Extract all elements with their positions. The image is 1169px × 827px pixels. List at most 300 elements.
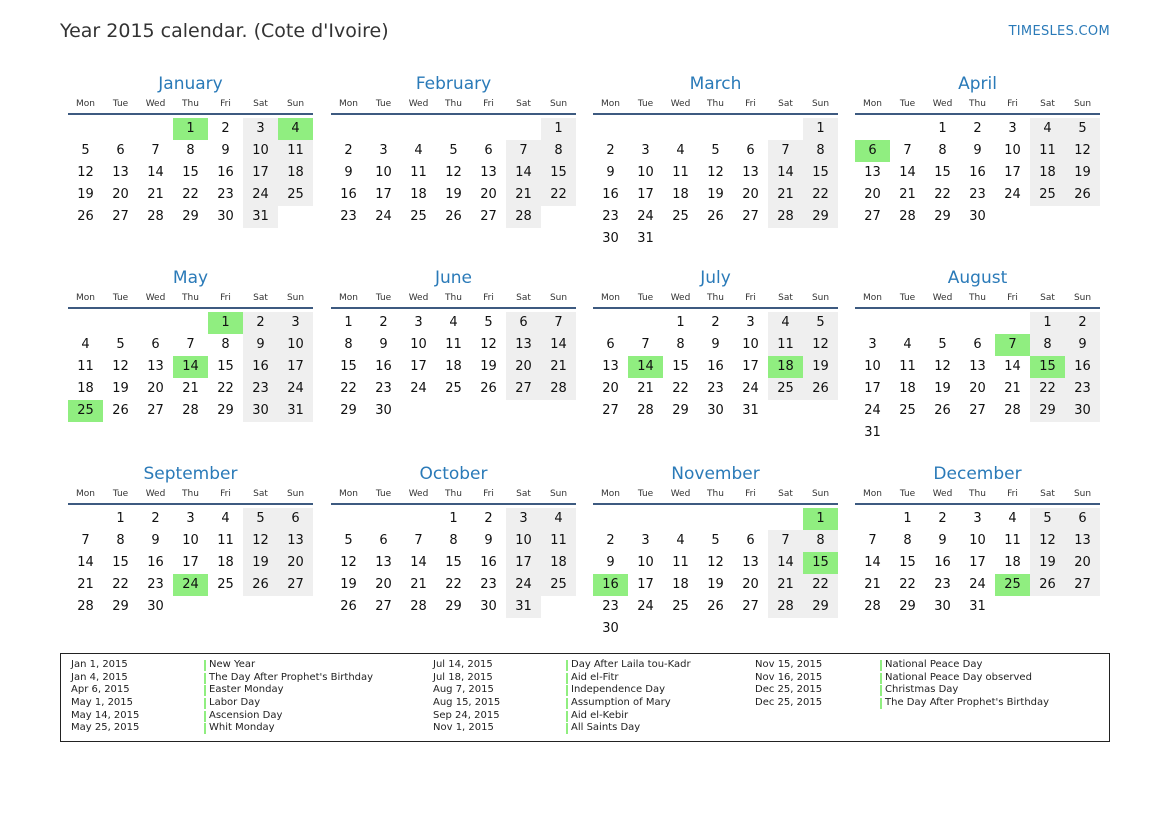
day-cell[interactable]: 20 xyxy=(480,187,497,202)
day-cell[interactable]: 18 xyxy=(672,187,689,202)
day-cell[interactable]: 17 xyxy=(375,187,392,202)
day-cell[interactable]: 23 xyxy=(147,577,164,592)
day-cell[interactable]: 9 xyxy=(938,533,947,548)
day-cell[interactable]: 12 xyxy=(243,530,278,552)
day-cell[interactable]: 28 xyxy=(637,403,654,418)
day-cell[interactable]: 3 xyxy=(746,315,755,330)
day-cell[interactable]: 15 xyxy=(182,165,199,180)
day-cell[interactable]: 5 xyxy=(81,143,90,158)
day-cell[interactable]: 25 xyxy=(445,381,462,396)
day-cell[interactable]: 9 xyxy=(151,533,160,548)
day-cell[interactable]: 15 xyxy=(934,165,951,180)
day-cell[interactable]: 2 xyxy=(221,121,230,136)
day-cell[interactable]: 10 xyxy=(278,334,313,356)
day-cell[interactable]: 10 xyxy=(637,555,654,570)
day-cell[interactable]: 27 xyxy=(969,403,986,418)
day-cell[interactable]: 18 xyxy=(899,381,916,396)
day-cell[interactable]: 19 xyxy=(707,187,724,202)
day-cell[interactable]: 11 xyxy=(1030,140,1065,162)
day-cell[interactable]: 17 xyxy=(410,359,427,374)
day-cell[interactable]: 16 xyxy=(602,187,619,202)
day-cell[interactable]: 20 xyxy=(375,577,392,592)
day-cell[interactable]: 28 xyxy=(506,206,541,228)
day-cell[interactable]: 29 xyxy=(1030,400,1065,422)
day-cell[interactable]: 7 xyxy=(903,143,912,158)
holiday-day-cell[interactable]: 14 xyxy=(173,356,208,378)
day-cell[interactable]: 31 xyxy=(506,596,541,618)
day-cell[interactable]: 2 xyxy=(606,533,615,548)
day-cell[interactable]: 6 xyxy=(379,533,388,548)
day-cell[interactable]: 30 xyxy=(243,400,278,422)
day-cell[interactable]: 21 xyxy=(410,577,427,592)
site-link[interactable]: TIMESLES.COM xyxy=(1008,24,1110,39)
day-cell[interactable]: 3 xyxy=(186,511,195,526)
day-cell[interactable]: 16 xyxy=(217,165,234,180)
day-cell[interactable]: 18 xyxy=(410,187,427,202)
day-cell[interactable]: 5 xyxy=(711,143,720,158)
day-cell[interactable]: 17 xyxy=(637,187,654,202)
day-cell[interactable]: 20 xyxy=(278,552,313,574)
day-cell[interactable]: 15 xyxy=(899,555,916,570)
day-cell[interactable]: 3 xyxy=(414,315,423,330)
day-cell[interactable]: 7 xyxy=(868,533,877,548)
day-cell[interactable]: 30 xyxy=(602,231,619,246)
day-cell[interactable]: 27 xyxy=(278,574,313,596)
day-cell[interactable]: 14 xyxy=(506,162,541,184)
day-cell[interactable]: 31 xyxy=(969,599,986,614)
day-cell[interactable]: 25 xyxy=(899,403,916,418)
day-cell[interactable]: 4 xyxy=(414,143,423,158)
day-cell[interactable]: 26 xyxy=(480,381,497,396)
day-cell[interactable]: 27 xyxy=(602,403,619,418)
day-cell[interactable]: 20 xyxy=(742,577,759,592)
day-cell[interactable]: 20 xyxy=(742,187,759,202)
day-cell[interactable]: 1 xyxy=(676,315,685,330)
day-cell[interactable]: 30 xyxy=(147,599,164,614)
day-cell[interactable]: 21 xyxy=(899,187,916,202)
day-cell[interactable]: 5 xyxy=(803,312,838,334)
day-cell[interactable]: 22 xyxy=(934,187,951,202)
day-cell[interactable]: 15 xyxy=(112,555,129,570)
day-cell[interactable]: 2 xyxy=(151,511,160,526)
day-cell[interactable]: 12 xyxy=(1030,530,1065,552)
day-cell[interactable]: 3 xyxy=(243,118,278,140)
day-cell[interactable]: 15 xyxy=(672,359,689,374)
day-cell[interactable]: 26 xyxy=(445,209,462,224)
day-cell[interactable]: 30 xyxy=(707,403,724,418)
day-cell[interactable]: 20 xyxy=(1065,552,1100,574)
day-cell[interactable]: 23 xyxy=(1065,378,1100,400)
day-cell[interactable]: 6 xyxy=(151,337,160,352)
day-cell[interactable]: 2 xyxy=(243,312,278,334)
day-cell[interactable]: 11 xyxy=(672,555,689,570)
day-cell[interactable]: 9 xyxy=(344,165,353,180)
day-cell[interactable]: 7 xyxy=(151,143,160,158)
day-cell[interactable]: 3 xyxy=(1008,121,1017,136)
day-cell[interactable]: 10 xyxy=(243,140,278,162)
day-cell[interactable]: 27 xyxy=(375,599,392,614)
day-cell[interactable]: 19 xyxy=(445,187,462,202)
day-cell[interactable]: 17 xyxy=(243,162,278,184)
day-cell[interactable]: 8 xyxy=(903,533,912,548)
day-cell[interactable]: 13 xyxy=(375,555,392,570)
day-cell[interactable]: 31 xyxy=(278,400,313,422)
day-cell[interactable]: 10 xyxy=(969,533,986,548)
day-cell[interactable]: 4 xyxy=(541,508,576,530)
day-cell[interactable]: 18 xyxy=(445,359,462,374)
day-cell[interactable]: 7 xyxy=(414,533,423,548)
day-cell[interactable]: 15 xyxy=(541,162,576,184)
day-cell[interactable]: 21 xyxy=(147,187,164,202)
day-cell[interactable]: 29 xyxy=(803,206,838,228)
day-cell[interactable]: 21 xyxy=(864,577,881,592)
day-cell[interactable]: 13 xyxy=(147,359,164,374)
day-cell[interactable]: 26 xyxy=(803,378,838,400)
day-cell[interactable]: 28 xyxy=(768,596,803,618)
day-cell[interactable]: 17 xyxy=(182,555,199,570)
day-cell[interactable]: 2 xyxy=(379,315,388,330)
day-cell[interactable]: 26 xyxy=(707,599,724,614)
day-cell[interactable]: 5 xyxy=(344,533,353,548)
day-cell[interactable]: 26 xyxy=(340,599,357,614)
day-cell[interactable]: 26 xyxy=(707,209,724,224)
day-cell[interactable]: 12 xyxy=(445,165,462,180)
day-cell[interactable]: 28 xyxy=(541,378,576,400)
day-cell[interactable]: 20 xyxy=(147,381,164,396)
day-cell[interactable]: 24 xyxy=(243,184,278,206)
day-cell[interactable]: 19 xyxy=(803,356,838,378)
holiday-day-cell[interactable]: 14 xyxy=(628,356,663,378)
day-cell[interactable]: 7 xyxy=(768,140,803,162)
day-cell[interactable]: 10 xyxy=(864,359,881,374)
day-cell[interactable]: 18 xyxy=(278,162,313,184)
day-cell[interactable]: 20 xyxy=(864,187,881,202)
day-cell[interactable]: 3 xyxy=(379,143,388,158)
day-cell[interactable]: 29 xyxy=(934,209,951,224)
day-cell[interactable]: 25 xyxy=(768,378,803,400)
day-cell[interactable]: 10 xyxy=(742,337,759,352)
day-cell[interactable]: 15 xyxy=(803,162,838,184)
day-cell[interactable]: 25 xyxy=(217,577,234,592)
day-cell[interactable]: 30 xyxy=(480,599,497,614)
day-cell[interactable]: 8 xyxy=(803,530,838,552)
day-cell[interactable]: 22 xyxy=(340,381,357,396)
day-cell[interactable]: 3 xyxy=(868,337,877,352)
day-cell[interactable]: 8 xyxy=(221,337,230,352)
day-cell[interactable]: 14 xyxy=(77,555,94,570)
day-cell[interactable]: 24 xyxy=(864,403,881,418)
day-cell[interactable]: 2 xyxy=(711,315,720,330)
day-cell[interactable]: 4 xyxy=(1008,511,1017,526)
day-cell[interactable]: 8 xyxy=(541,140,576,162)
day-cell[interactable]: 17 xyxy=(1004,165,1021,180)
day-cell[interactable]: 12 xyxy=(340,555,357,570)
day-cell[interactable]: 12 xyxy=(112,359,129,374)
day-cell[interactable]: 23 xyxy=(340,209,357,224)
day-cell[interactable]: 8 xyxy=(938,143,947,158)
day-cell[interactable]: 10 xyxy=(506,530,541,552)
day-cell[interactable]: 28 xyxy=(147,209,164,224)
day-cell[interactable]: 22 xyxy=(672,381,689,396)
day-cell[interactable]: 28 xyxy=(899,209,916,224)
day-cell[interactable]: 9 xyxy=(1065,334,1100,356)
day-cell[interactable]: 7 xyxy=(506,140,541,162)
day-cell[interactable]: 23 xyxy=(480,577,497,592)
day-cell[interactable]: 4 xyxy=(676,143,685,158)
day-cell[interactable]: 14 xyxy=(541,334,576,356)
day-cell[interactable]: 13 xyxy=(742,555,759,570)
day-cell[interactable]: 19 xyxy=(707,577,724,592)
day-cell[interactable]: 29 xyxy=(899,599,916,614)
day-cell[interactable]: 11 xyxy=(445,337,462,352)
holiday-day-cell[interactable]: 6 xyxy=(855,140,890,162)
day-cell[interactable]: 18 xyxy=(1004,555,1021,570)
day-cell[interactable]: 5 xyxy=(484,315,493,330)
day-cell[interactable]: 3 xyxy=(641,143,650,158)
day-cell[interactable]: 2 xyxy=(484,511,493,526)
day-cell[interactable]: 8 xyxy=(116,533,125,548)
day-cell[interactable]: 7 xyxy=(541,312,576,334)
day-cell[interactable]: 5 xyxy=(243,508,278,530)
day-cell[interactable]: 16 xyxy=(340,187,357,202)
holiday-day-cell[interactable]: 7 xyxy=(995,334,1030,356)
day-cell[interactable]: 16 xyxy=(147,555,164,570)
day-cell[interactable]: 9 xyxy=(973,143,982,158)
holiday-day-cell[interactable]: 25 xyxy=(68,400,103,422)
day-cell[interactable]: 14 xyxy=(864,555,881,570)
day-cell[interactable]: 13 xyxy=(112,165,129,180)
day-cell[interactable]: 5 xyxy=(1065,118,1100,140)
day-cell[interactable]: 1 xyxy=(344,315,353,330)
day-cell[interactable]: 6 xyxy=(278,508,313,530)
day-cell[interactable]: 28 xyxy=(864,599,881,614)
day-cell[interactable]: 14 xyxy=(410,555,427,570)
day-cell[interactable]: 25 xyxy=(410,209,427,224)
day-cell[interactable]: 31 xyxy=(864,425,881,440)
day-cell[interactable]: 10 xyxy=(410,337,427,352)
day-cell[interactable]: 9 xyxy=(484,533,493,548)
day-cell[interactable]: 19 xyxy=(340,577,357,592)
day-cell[interactable]: 11 xyxy=(77,359,94,374)
day-cell[interactable]: 21 xyxy=(637,381,654,396)
day-cell[interactable]: 22 xyxy=(899,577,916,592)
day-cell[interactable]: 1 xyxy=(1030,312,1065,334)
day-cell[interactable]: 20 xyxy=(969,381,986,396)
day-cell[interactable]: 14 xyxy=(899,165,916,180)
day-cell[interactable]: 23 xyxy=(934,577,951,592)
day-cell[interactable]: 27 xyxy=(506,378,541,400)
day-cell[interactable]: 4 xyxy=(81,337,90,352)
day-cell[interactable]: 19 xyxy=(1065,162,1100,184)
day-cell[interactable]: 16 xyxy=(375,359,392,374)
day-cell[interactable]: 29 xyxy=(672,403,689,418)
day-cell[interactable]: 11 xyxy=(541,530,576,552)
day-cell[interactable]: 17 xyxy=(969,555,986,570)
holiday-day-cell[interactable]: 18 xyxy=(768,356,803,378)
day-cell[interactable]: 14 xyxy=(1004,359,1021,374)
day-cell[interactable]: 13 xyxy=(1065,530,1100,552)
day-cell[interactable]: 3 xyxy=(641,533,650,548)
day-cell[interactable]: 17 xyxy=(742,359,759,374)
day-cell[interactable]: 4 xyxy=(1030,118,1065,140)
day-cell[interactable]: 14 xyxy=(147,165,164,180)
day-cell[interactable]: 3 xyxy=(973,511,982,526)
day-cell[interactable]: 29 xyxy=(803,596,838,618)
day-cell[interactable]: 19 xyxy=(934,381,951,396)
day-cell[interactable]: 18 xyxy=(77,381,94,396)
day-cell[interactable]: 15 xyxy=(340,359,357,374)
day-cell[interactable]: 1 xyxy=(449,511,458,526)
day-cell[interactable]: 17 xyxy=(637,577,654,592)
day-cell[interactable]: 26 xyxy=(243,574,278,596)
day-cell[interactable]: 12 xyxy=(803,334,838,356)
day-cell[interactable]: 25 xyxy=(672,209,689,224)
day-cell[interactable]: 9 xyxy=(711,337,720,352)
day-cell[interactable]: 11 xyxy=(217,533,234,548)
day-cell[interactable]: 13 xyxy=(969,359,986,374)
day-cell[interactable]: 16 xyxy=(934,555,951,570)
day-cell[interactable]: 9 xyxy=(243,334,278,356)
holiday-day-cell[interactable]: 15 xyxy=(803,552,838,574)
day-cell[interactable]: 26 xyxy=(934,403,951,418)
day-cell[interactable]: 3 xyxy=(278,312,313,334)
day-cell[interactable]: 27 xyxy=(864,209,881,224)
day-cell[interactable]: 17 xyxy=(864,381,881,396)
day-cell[interactable]: 7 xyxy=(186,337,195,352)
day-cell[interactable]: 2 xyxy=(973,121,982,136)
day-cell[interactable]: 12 xyxy=(77,165,94,180)
day-cell[interactable]: 30 xyxy=(375,403,392,418)
day-cell[interactable]: 28 xyxy=(1004,403,1021,418)
day-cell[interactable]: 23 xyxy=(707,381,724,396)
day-cell[interactable]: 5 xyxy=(711,533,720,548)
day-cell[interactable]: 20 xyxy=(112,187,129,202)
day-cell[interactable]: 22 xyxy=(541,184,576,206)
day-cell[interactable]: 30 xyxy=(602,621,619,636)
day-cell[interactable]: 13 xyxy=(864,165,881,180)
day-cell[interactable]: 19 xyxy=(1030,552,1065,574)
day-cell[interactable]: 13 xyxy=(602,359,619,374)
holiday-day-cell[interactable]: 1 xyxy=(173,118,208,140)
day-cell[interactable]: 25 xyxy=(278,184,313,206)
day-cell[interactable]: 6 xyxy=(606,337,615,352)
day-cell[interactable]: 28 xyxy=(182,403,199,418)
day-cell[interactable]: 24 xyxy=(1004,187,1021,202)
day-cell[interactable]: 4 xyxy=(221,511,230,526)
day-cell[interactable]: 14 xyxy=(768,162,803,184)
day-cell[interactable]: 24 xyxy=(637,209,654,224)
day-cell[interactable]: 6 xyxy=(484,143,493,158)
day-cell[interactable]: 2 xyxy=(938,511,947,526)
day-cell[interactable]: 11 xyxy=(672,165,689,180)
day-cell[interactable]: 24 xyxy=(742,381,759,396)
day-cell[interactable]: 31 xyxy=(742,403,759,418)
day-cell[interactable]: 29 xyxy=(340,403,357,418)
day-cell[interactable]: 22 xyxy=(803,184,838,206)
holiday-day-cell[interactable]: 24 xyxy=(173,574,208,596)
day-cell[interactable]: 17 xyxy=(506,552,541,574)
day-cell[interactable]: 24 xyxy=(278,378,313,400)
day-cell[interactable]: 10 xyxy=(182,533,199,548)
day-cell[interactable]: 8 xyxy=(449,533,458,548)
day-cell[interactable]: 16 xyxy=(1065,356,1100,378)
day-cell[interactable]: 24 xyxy=(969,577,986,592)
day-cell[interactable]: 27 xyxy=(480,209,497,224)
day-cell[interactable]: 4 xyxy=(676,533,685,548)
day-cell[interactable]: 12 xyxy=(480,337,497,352)
day-cell[interactable]: 21 xyxy=(506,184,541,206)
day-cell[interactable]: 11 xyxy=(278,140,313,162)
day-cell[interactable]: 4 xyxy=(903,337,912,352)
day-cell[interactable]: 13 xyxy=(742,165,759,180)
day-cell[interactable]: 5 xyxy=(116,337,125,352)
day-cell[interactable]: 18 xyxy=(672,577,689,592)
day-cell[interactable]: 15 xyxy=(217,359,234,374)
day-cell[interactable]: 22 xyxy=(217,381,234,396)
day-cell[interactable]: 24 xyxy=(506,574,541,596)
day-cell[interactable]: 10 xyxy=(637,165,654,180)
day-cell[interactable]: 12 xyxy=(707,555,724,570)
holiday-day-cell[interactable]: 1 xyxy=(803,508,838,530)
day-cell[interactable]: 22 xyxy=(112,577,129,592)
day-cell[interactable]: 21 xyxy=(768,184,803,206)
day-cell[interactable]: 19 xyxy=(480,359,497,374)
day-cell[interactable]: 12 xyxy=(1065,140,1100,162)
day-cell[interactable]: 5 xyxy=(1030,508,1065,530)
day-cell[interactable]: 23 xyxy=(217,187,234,202)
day-cell[interactable]: 14 xyxy=(768,552,803,574)
day-cell[interactable]: 20 xyxy=(506,356,541,378)
holiday-day-cell[interactable]: 16 xyxy=(593,574,628,596)
day-cell[interactable]: 5 xyxy=(449,143,458,158)
day-cell[interactable]: 19 xyxy=(243,552,278,574)
day-cell[interactable]: 24 xyxy=(375,209,392,224)
day-cell[interactable]: 11 xyxy=(899,359,916,374)
day-cell[interactable]: 15 xyxy=(445,555,462,570)
day-cell[interactable]: 23 xyxy=(602,209,619,224)
day-cell[interactable]: 23 xyxy=(969,187,986,202)
day-cell[interactable]: 28 xyxy=(77,599,94,614)
day-cell[interactable]: 22 xyxy=(803,574,838,596)
day-cell[interactable]: 29 xyxy=(112,599,129,614)
day-cell[interactable]: 6 xyxy=(746,143,755,158)
day-cell[interactable]: 3 xyxy=(506,508,541,530)
day-cell[interactable]: 4 xyxy=(449,315,458,330)
day-cell[interactable]: 31 xyxy=(243,206,278,228)
day-cell[interactable]: 18 xyxy=(1030,162,1065,184)
day-cell[interactable]: 21 xyxy=(541,356,576,378)
day-cell[interactable]: 17 xyxy=(278,356,313,378)
day-cell[interactable]: 22 xyxy=(445,577,462,592)
day-cell[interactable]: 16 xyxy=(969,165,986,180)
day-cell[interactable]: 2 xyxy=(606,143,615,158)
day-cell[interactable]: 9 xyxy=(379,337,388,352)
day-cell[interactable]: 4 xyxy=(768,312,803,334)
day-cell[interactable]: 6 xyxy=(973,337,982,352)
day-cell[interactable]: 9 xyxy=(606,165,615,180)
holiday-day-cell[interactable]: 1 xyxy=(208,312,243,334)
day-cell[interactable]: 22 xyxy=(182,187,199,202)
day-cell[interactable]: 11 xyxy=(410,165,427,180)
day-cell[interactable]: 25 xyxy=(672,599,689,614)
day-cell[interactable]: 24 xyxy=(637,599,654,614)
day-cell[interactable]: 11 xyxy=(1004,533,1021,548)
day-cell[interactable]: 8 xyxy=(344,337,353,352)
day-cell[interactable]: 21 xyxy=(182,381,199,396)
day-cell[interactable]: 13 xyxy=(480,165,497,180)
day-cell[interactable]: 28 xyxy=(768,206,803,228)
day-cell[interactable]: 30 xyxy=(969,209,986,224)
